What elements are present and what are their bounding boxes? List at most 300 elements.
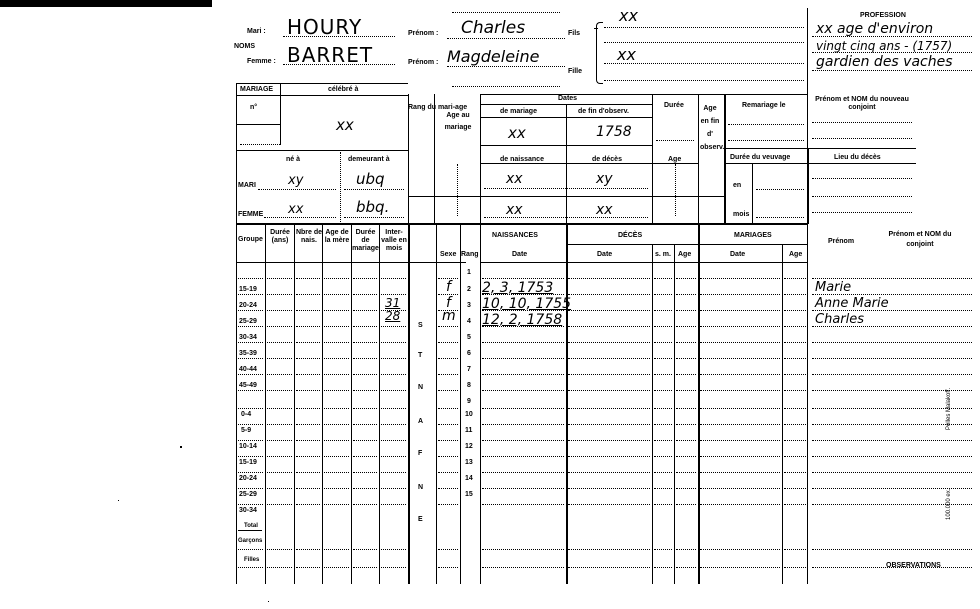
row-dot-line bbox=[700, 488, 780, 489]
row-dot-line bbox=[568, 456, 650, 457]
profession-divider bbox=[807, 8, 808, 584]
mar-date-label: Date bbox=[730, 251, 746, 258]
group-label: 30-34 bbox=[239, 334, 257, 341]
femme-label: Femme : bbox=[247, 58, 276, 65]
group-label: 15-19 bbox=[239, 459, 257, 466]
deces-label: de décès bbox=[592, 156, 622, 163]
row-dot-line bbox=[700, 358, 780, 359]
row-dot-line bbox=[353, 440, 377, 441]
row-dot-line bbox=[381, 342, 406, 343]
row-dot-line bbox=[324, 390, 349, 391]
row-dot-line bbox=[238, 488, 263, 489]
row-dot-line bbox=[353, 342, 377, 343]
enfants-letter-6: N bbox=[418, 484, 424, 491]
row-dot-line bbox=[676, 472, 696, 473]
femme-name: BARRET bbox=[287, 43, 374, 67]
row-dot-line bbox=[267, 278, 292, 279]
row-dot-line bbox=[654, 567, 672, 568]
group-label: 40-44 bbox=[239, 366, 257, 373]
row-dot-line bbox=[482, 408, 564, 409]
prenom-top-dots bbox=[452, 12, 560, 13]
row-dot-line bbox=[568, 326, 650, 327]
rang-number: 5 bbox=[467, 334, 471, 341]
row-dot-line bbox=[438, 326, 458, 327]
row-dot-line bbox=[267, 326, 292, 327]
row-dot-line bbox=[267, 456, 292, 457]
age-mariage-label: Age au mariage bbox=[444, 112, 472, 131]
child-prenom: Marie bbox=[815, 280, 852, 295]
row-dot-line bbox=[296, 456, 320, 457]
mariages-col-label: MARIAGES bbox=[734, 232, 772, 239]
row-dot-line bbox=[654, 472, 672, 473]
row-dot-line bbox=[784, 504, 806, 505]
naissance-label: de naissance bbox=[500, 156, 544, 163]
row-dot-line bbox=[700, 549, 780, 550]
row-dot-line bbox=[324, 440, 349, 441]
row-dot-line bbox=[676, 424, 696, 425]
row-dot-line bbox=[381, 472, 406, 473]
row-dot-line bbox=[568, 488, 650, 489]
femme-prenom-line bbox=[447, 66, 565, 67]
profession-line-b bbox=[812, 52, 972, 53]
col-agemere bbox=[322, 224, 323, 584]
rang-number: 1 bbox=[467, 269, 471, 276]
row-dot-line bbox=[676, 504, 696, 505]
row-dot-line bbox=[784, 310, 806, 311]
row-dot-line bbox=[353, 567, 377, 568]
row-dot-line bbox=[296, 440, 320, 441]
row-dot-line bbox=[676, 488, 696, 489]
row-dot-line bbox=[784, 278, 806, 279]
row-dot-line bbox=[654, 424, 672, 425]
row-dot-line bbox=[568, 424, 650, 425]
rang-number: 14 bbox=[465, 475, 473, 482]
noms-label: NOMS bbox=[234, 43, 255, 50]
no-dots bbox=[240, 144, 280, 145]
row-dot-line bbox=[381, 358, 406, 359]
duree-veuvage-label: Durée du veuvage bbox=[730, 154, 791, 161]
garcons-label: Garçons bbox=[238, 538, 263, 544]
col-age-deces bbox=[674, 244, 675, 584]
remariage-dots bbox=[728, 124, 804, 125]
child-birth-date: 12, 2, 1758 bbox=[482, 312, 563, 328]
row-dot-line bbox=[676, 294, 696, 295]
deces-age-label: Age bbox=[678, 251, 692, 258]
row-dot-line bbox=[238, 424, 263, 425]
child-prenom: Charles bbox=[815, 312, 865, 327]
veuvage-right bbox=[808, 148, 809, 224]
row-dot-line bbox=[267, 310, 292, 311]
group-label: 15-19 bbox=[239, 286, 257, 293]
row-dot-line bbox=[568, 374, 650, 375]
row-dot-line bbox=[812, 456, 972, 457]
duree-age-colon bbox=[675, 164, 676, 216]
celebre-label: célébré à bbox=[328, 86, 359, 93]
row-dot-line bbox=[676, 374, 696, 375]
child-sexe: f bbox=[446, 295, 451, 311]
row-dot-line bbox=[784, 326, 806, 327]
row-dot-line bbox=[381, 549, 406, 550]
row-dot-line bbox=[676, 342, 696, 343]
mari-prenom: Charles bbox=[461, 18, 526, 38]
row-dot-line bbox=[296, 310, 320, 311]
row-dot-line bbox=[654, 504, 672, 505]
conjoint-dots1 bbox=[812, 122, 912, 123]
row-dot-line bbox=[654, 549, 672, 550]
intervalle-label: Inter-valle en mois bbox=[381, 229, 407, 252]
femme-dem-dots bbox=[344, 217, 404, 218]
row-dot-line bbox=[324, 504, 349, 505]
row-dot-line bbox=[482, 504, 564, 505]
rang-number: 11 bbox=[465, 427, 473, 434]
dates-hdr-line bbox=[480, 117, 652, 118]
enfants-letter-5: F bbox=[418, 450, 423, 457]
row-dot-line bbox=[438, 472, 458, 473]
ne-a-label: né à bbox=[286, 156, 301, 163]
row-dot-line bbox=[296, 278, 320, 279]
mois-dots bbox=[756, 217, 804, 218]
rang-number: 4 bbox=[467, 318, 471, 325]
row-dot-line bbox=[438, 504, 458, 505]
row-dot-line bbox=[353, 358, 377, 359]
col-nbre bbox=[294, 224, 295, 584]
fille-value: xx bbox=[617, 45, 636, 64]
row-dot-line bbox=[676, 456, 696, 457]
duree-ans-label: Durée (ans) bbox=[270, 229, 290, 244]
rang-number: 13 bbox=[465, 459, 473, 466]
mariage-label: MARIAGE bbox=[240, 86, 274, 93]
row-dot-line bbox=[482, 567, 564, 568]
row-dot-line bbox=[812, 374, 972, 375]
col-sexe bbox=[436, 224, 437, 584]
row-dot-line bbox=[267, 294, 292, 295]
row-dot-line bbox=[700, 440, 780, 441]
row-dot-line bbox=[381, 488, 406, 489]
rang-number: 15 bbox=[465, 491, 473, 498]
group-label: 20-24 bbox=[239, 302, 257, 309]
duree-label: Durée bbox=[664, 102, 684, 109]
fils-line-1 bbox=[604, 27, 804, 28]
group-label: 25-29 bbox=[239, 491, 257, 498]
femme-row-dots bbox=[264, 217, 336, 218]
mari-name: HOURY bbox=[287, 15, 363, 39]
mari-femme-divide bbox=[408, 196, 724, 197]
profession-line-3: gardien des vaches bbox=[816, 54, 953, 70]
row-dot-line bbox=[353, 374, 377, 375]
row-dot-line bbox=[812, 472, 972, 473]
row-dot-line bbox=[267, 424, 292, 425]
deces-sub-line bbox=[566, 244, 698, 245]
fils-line-2 bbox=[604, 42, 804, 43]
observations-label: OBSERVATIONS bbox=[886, 562, 941, 569]
row-dot-line bbox=[296, 424, 320, 425]
group-label: 45-49 bbox=[239, 382, 257, 389]
mariage-celebre-value: xx bbox=[336, 116, 354, 134]
row-dot-line bbox=[238, 504, 263, 505]
row-dot-line bbox=[296, 504, 320, 505]
row-dot-line bbox=[784, 294, 806, 295]
sm-label: s. m. bbox=[655, 251, 671, 258]
dates-row1-bottom bbox=[480, 145, 652, 146]
row-dot-line bbox=[812, 358, 972, 359]
row-dot-line bbox=[353, 472, 377, 473]
age-left bbox=[434, 94, 435, 224]
row-dot-line bbox=[324, 294, 349, 295]
lieu-dots2 bbox=[812, 196, 912, 197]
row-dot-line bbox=[238, 342, 263, 343]
femme-row-label: FEMME bbox=[238, 211, 264, 218]
row-dot-line bbox=[381, 326, 406, 327]
duree-left bbox=[652, 94, 653, 224]
rang-number: 8 bbox=[467, 382, 471, 389]
row-dot-line bbox=[381, 440, 406, 441]
row-dot-line bbox=[353, 456, 377, 457]
mari-veuvage-line bbox=[724, 148, 916, 149]
mari-label: Mari : bbox=[247, 28, 266, 35]
femme-prenom-label: Prénom : bbox=[408, 59, 439, 66]
row-dot-line bbox=[654, 342, 672, 343]
row-dot-line bbox=[438, 488, 458, 489]
row-dot-line bbox=[238, 440, 263, 441]
enfants-letter-4: A bbox=[418, 418, 424, 425]
sexe-label: Sexe bbox=[440, 251, 457, 258]
row-dot-line bbox=[296, 326, 320, 327]
row-dot-line bbox=[812, 549, 972, 550]
speck bbox=[180, 446, 182, 448]
total-underline bbox=[238, 530, 262, 531]
row-dot-line bbox=[267, 472, 292, 473]
row-dot-line bbox=[654, 310, 672, 311]
row-dot-line bbox=[267, 504, 292, 505]
row-dot-line bbox=[700, 424, 780, 425]
mari-deces-value: xy bbox=[596, 171, 613, 187]
row-dot-line bbox=[438, 358, 458, 359]
row-dot-line bbox=[381, 567, 406, 568]
row-dot-line bbox=[784, 440, 806, 441]
row-dot-line bbox=[482, 549, 564, 550]
row-dot-line bbox=[700, 408, 780, 409]
row-dot-line bbox=[324, 374, 349, 375]
row-dot-line bbox=[438, 440, 458, 441]
row-dot-line bbox=[654, 390, 672, 391]
total-label: Total bbox=[244, 523, 258, 529]
femme-demeurant-value: bbq. bbox=[356, 198, 390, 216]
group-label: 25-29 bbox=[239, 318, 257, 325]
row-dot-line bbox=[238, 567, 263, 568]
groupe-label: Groupe bbox=[238, 236, 263, 243]
age-label2: Age bbox=[668, 156, 682, 163]
row-dot-line bbox=[784, 549, 806, 550]
row-dot-line bbox=[784, 424, 806, 425]
row-dot-line bbox=[654, 440, 672, 441]
deces-date-label: Date bbox=[597, 251, 613, 258]
row-dot-line bbox=[812, 278, 972, 279]
row-dot-line bbox=[353, 549, 377, 550]
rang-number: 6 bbox=[467, 350, 471, 357]
child-intervalle: 28 bbox=[385, 309, 401, 323]
row-dot-line bbox=[324, 456, 349, 457]
row-dot-line bbox=[324, 278, 349, 279]
no-label: n° bbox=[250, 104, 258, 111]
row-dot-line bbox=[654, 326, 672, 327]
row-dot-line bbox=[784, 390, 806, 391]
group-label: 30-34 bbox=[239, 507, 257, 514]
row-dot-line bbox=[700, 342, 780, 343]
row-dot-line bbox=[784, 488, 806, 489]
row-dot-line bbox=[482, 488, 564, 489]
prenom-bottom-dots bbox=[452, 86, 560, 87]
mariage-left bbox=[236, 83, 237, 223]
child-intervalle: 31 bbox=[385, 296, 401, 310]
conjoint-dots2 bbox=[812, 138, 912, 139]
row-dot-line bbox=[700, 294, 780, 295]
row-dot-line bbox=[438, 374, 458, 375]
row-dot-line bbox=[812, 342, 972, 343]
group-label: 35-39 bbox=[239, 350, 257, 357]
nouveau-conjoint-label: Prénom et NOM du nouveau conjoint bbox=[815, 96, 909, 111]
child-birth-date: 10, 10, 1755 bbox=[482, 296, 572, 312]
mariage-no-div bbox=[280, 83, 281, 145]
agefin-left bbox=[698, 94, 699, 224]
row-dot-line bbox=[296, 294, 320, 295]
row-dot-line bbox=[296, 567, 320, 568]
date-mariage-value: xx bbox=[508, 124, 526, 142]
col-naiss-date bbox=[480, 224, 481, 584]
fils-fille-bracket bbox=[596, 22, 603, 84]
row-dot-line bbox=[568, 472, 650, 473]
naissances-label: NAISSANCES bbox=[492, 232, 538, 239]
printer-text: Pelles Malakoff. bbox=[946, 387, 952, 430]
row-dot-line bbox=[700, 326, 780, 327]
row-dot-line bbox=[700, 504, 780, 505]
row-dot-line bbox=[381, 278, 406, 279]
demeurant-label: demeurant à bbox=[348, 156, 390, 163]
row-dot-line bbox=[353, 294, 377, 295]
rang-number: 2 bbox=[467, 286, 471, 293]
femme-ne-value: xx bbox=[288, 202, 304, 217]
row-dot-line bbox=[381, 374, 406, 375]
row-dot-line bbox=[267, 440, 292, 441]
row-dot-line bbox=[784, 567, 806, 568]
row-dot-line bbox=[438, 549, 458, 550]
row-dot-line bbox=[784, 374, 806, 375]
profession-line-2: vingt cinq ans - (1757) bbox=[816, 39, 953, 53]
prenom-col-label: Prénom bbox=[828, 238, 855, 245]
row-dot-line bbox=[324, 549, 349, 550]
fils-value: xx bbox=[619, 6, 638, 25]
row-dot-line bbox=[654, 278, 672, 279]
row-dot-line bbox=[324, 326, 349, 327]
row-dot-line bbox=[267, 358, 292, 359]
row-dot-line bbox=[676, 326, 696, 327]
mari-row-dots bbox=[258, 189, 336, 190]
enfants-letter-7: E bbox=[418, 516, 423, 523]
speck bbox=[268, 601, 269, 602]
row-dot-line bbox=[700, 567, 780, 568]
en-label: en bbox=[733, 182, 742, 189]
col-dureemar bbox=[351, 224, 352, 584]
row-dot-line bbox=[353, 390, 377, 391]
profession-label: PROFESSION bbox=[860, 12, 906, 19]
remariage-dots2 bbox=[728, 140, 804, 141]
row-dot-line bbox=[324, 472, 349, 473]
row-dot-line bbox=[482, 472, 564, 473]
col-age-mar bbox=[782, 244, 783, 584]
fin-obs-label: de fin d'observ. bbox=[578, 108, 629, 115]
row-dot-line bbox=[568, 294, 650, 295]
mariage-head-line bbox=[236, 95, 408, 96]
remariage-label: Remariage le bbox=[742, 102, 786, 109]
row-dot-line bbox=[296, 390, 320, 391]
row-dot-line bbox=[296, 472, 320, 473]
row-dot-line bbox=[654, 358, 672, 359]
row-dot-line bbox=[654, 488, 672, 489]
row-dot-line bbox=[353, 424, 377, 425]
row-dot-line bbox=[568, 408, 650, 409]
row-dot-line bbox=[438, 342, 458, 343]
conjoint-col-label: Prénom et NOM du conjoint bbox=[888, 231, 952, 248]
row-dot-line bbox=[784, 472, 806, 473]
enfants-letter-3: N bbox=[418, 384, 424, 391]
age-fin-label: Age en fin d' observ. bbox=[700, 105, 725, 151]
row-dot-line bbox=[267, 549, 292, 550]
row-dot-line bbox=[568, 310, 650, 311]
row-dot-line bbox=[238, 472, 263, 473]
row-dot-line bbox=[812, 440, 972, 441]
row-dot-line bbox=[381, 424, 406, 425]
rang-number: 12 bbox=[465, 443, 473, 450]
femme-deces-value: xx bbox=[596, 202, 613, 218]
row-dot-line bbox=[654, 294, 672, 295]
mariage-top-r bbox=[480, 94, 807, 95]
row-dot-line bbox=[676, 278, 696, 279]
naiss-date-label: Date bbox=[512, 251, 528, 258]
row-dot-line bbox=[324, 342, 349, 343]
duree-dots bbox=[656, 140, 694, 141]
enfants-letter-1: S bbox=[418, 322, 423, 329]
row-dot-line bbox=[784, 408, 806, 409]
row-dot-line bbox=[438, 408, 458, 409]
row-dot-line bbox=[482, 456, 564, 457]
row-dot-line bbox=[353, 408, 377, 409]
group-label: 20-24 bbox=[239, 475, 257, 482]
mari-row-label: MARI bbox=[238, 182, 256, 189]
row-dot-line bbox=[438, 390, 458, 391]
row-dot-line bbox=[700, 472, 780, 473]
nbre-label: Nbre de nais. bbox=[295, 229, 323, 244]
row-dot-line bbox=[568, 358, 650, 359]
row-dot-line bbox=[381, 390, 406, 391]
row-dot-line bbox=[238, 456, 263, 457]
mari-dem-dots bbox=[344, 189, 404, 190]
row-dot-line bbox=[238, 390, 263, 391]
row-dot-line bbox=[267, 342, 292, 343]
row-dot-line bbox=[353, 326, 377, 327]
remariage-left bbox=[724, 94, 726, 224]
row-dot-line bbox=[296, 358, 320, 359]
profession-line-1: xx age d'environ bbox=[816, 21, 934, 37]
profession-line-c bbox=[812, 70, 972, 71]
row-dot-line bbox=[676, 358, 696, 359]
mari-prenom-line bbox=[447, 38, 565, 39]
mari-name-line bbox=[283, 36, 395, 37]
row-dot-line bbox=[700, 456, 780, 457]
mari-demeurant-value: ubq bbox=[356, 170, 385, 188]
row-dot-line bbox=[438, 424, 458, 425]
col-rang bbox=[460, 224, 461, 584]
row-dot-line bbox=[654, 408, 672, 409]
femme-prenom: Magdeleine bbox=[447, 47, 540, 66]
